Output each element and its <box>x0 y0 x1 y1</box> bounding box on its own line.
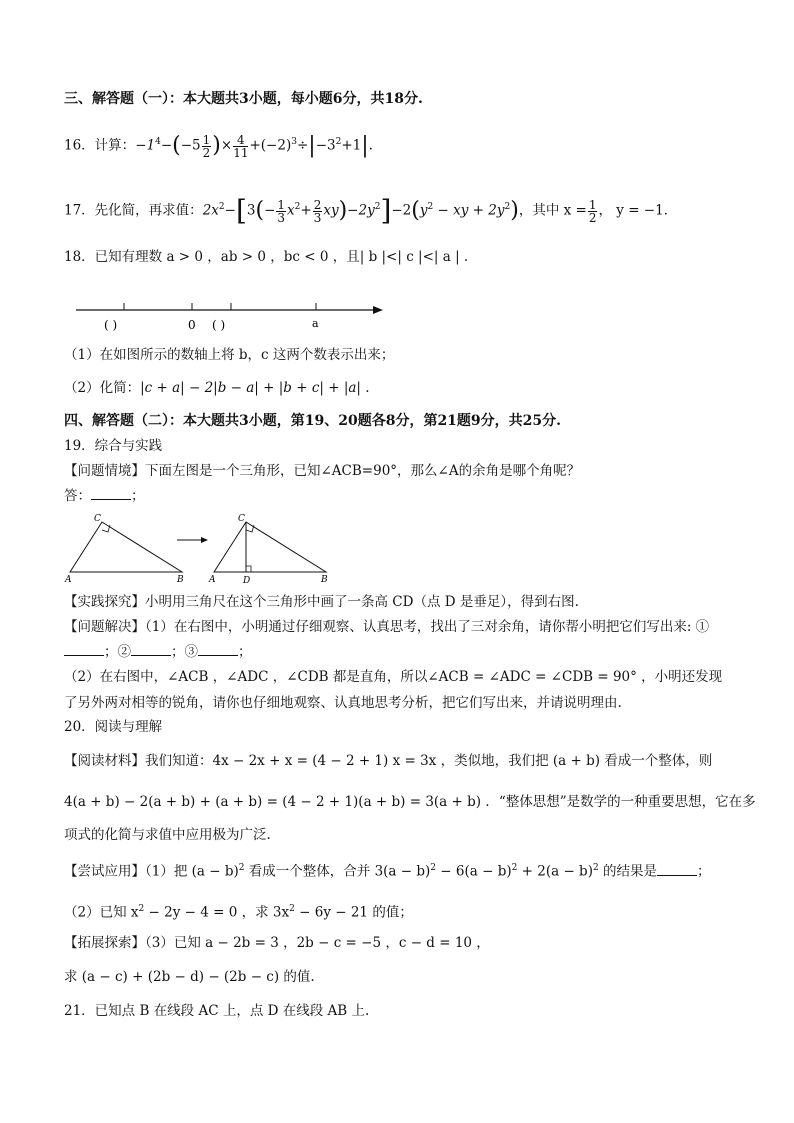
answer-blank[interactable] <box>91 487 131 500</box>
blank-3[interactable] <box>198 643 238 656</box>
a-label: a <box>312 317 319 330</box>
question-20-read-1: 【阅读材料】我们知道：4x − 2x + x = (4 − 2 + 1) x = 3x ，类似地，我们把 (a + b) 看成一个整体，则 <box>64 753 713 769</box>
zero-label: 0 <box>188 318 196 332</box>
question-19-answer: 答： ； <box>64 488 145 504</box>
left-triangle <box>70 522 182 572</box>
blank-paren-1: ( ) <box>104 318 118 332</box>
question-20-try-2: （2）已知 $x^2 - 2y - 4 = 0$ ，求 $3x^2 - 6y - 21$ 的值； <box>64 904 413 921</box>
left-label-c: C <box>94 514 101 524</box>
question-20-read-2: 4(a + b) − 2(a + b) + (a + b) = (4 − 2 + 1)(a + b) = 3(a + b) ．“整体思想”是数学的一种重要思想，它在多 <box>64 794 756 810</box>
left-label-b: B <box>177 575 184 585</box>
left-label-a: A <box>65 575 72 585</box>
question-19-solve-2a: （2）在右图中，∠ACB ，∠ADC ，∠CDB 都是直角，所以∠ACB = ∠ADC = ∠CDB = 90° ，小明还发现 <box>64 669 723 685</box>
try-1-blank[interactable] <box>657 863 697 876</box>
question-16: 16．计算：$-1^4-(-5$ $\frac{1}{2}$ )× $\frac{4}{11}$ $+(-2)^3\div|-3^2+1|$. <box>64 132 373 160</box>
question-19-solve-1-blanks: ；② ；③ ； <box>64 643 252 661</box>
right-label-d: D <box>243 576 251 586</box>
question-18: 18．已知有理数 a > 0 ，ab > 0 ，bc < 0 ，且| b |<| c |<| a | . <box>64 249 469 265</box>
question-21: 21．已知点 B 在线段 AC 上，点 D 在线段 AB 上. <box>64 1003 370 1019</box>
question-19-title: 19．综合与实践 <box>64 438 163 454</box>
question-19-explore: 【实践探究】小明用三角尺在这个三角形中画了一条高 CD（点 D 是垂足），得到右图. <box>64 594 579 610</box>
number-line <box>70 296 390 336</box>
question-20-try-1: 【尝试应用】（1）把 $(a - b)^2$ 看成一个整体，合并 $3(a - b)^2 - 6(a - b)^2 + 2(a - b)^2$ 的结果是 ； <box>64 863 711 880</box>
blank-2[interactable] <box>131 643 171 656</box>
section-4-heading: 四、解答题（二）：本大题共3小题，第19、20题各8分，第21题9分，共25分. <box>64 413 562 429</box>
question-20-read-3: 项式的化简与求值中应用极为广泛. <box>64 827 271 843</box>
right-label-c: C <box>238 514 245 524</box>
question-20-extend-1: 【拓展探索】（3）已知 a − 2b = 3 ，2b − c = −5 ，c − d = 10 ， <box>64 935 490 951</box>
right-label-b: B <box>321 575 328 585</box>
transform-arrow-head <box>201 537 208 543</box>
question-19-situation: 【问题情境】下面左图是一个三角形，已知∠ACB=90°，那么∠A的余角是哪个角呢？ <box>64 463 581 479</box>
question-20-extend-2: 求 (a − c) + (2b − d) − (2b − c) 的值. <box>64 969 315 985</box>
blank-paren-2: ( ) <box>212 318 226 332</box>
question-20-title: 20．阅读与理解 <box>64 719 163 735</box>
question-18-part-1: （1）在如图所示的数轴上将 b，c 这两个数表示出来； <box>64 347 395 363</box>
question-17: 17．先化简，再求值：$2x^2-[3(-$ $\frac{1}{3}$ $x^2+$ $\frac{2}{3}$ $xy)-2y^2]-2(y^2$ − xy + $2y^2$)，其中 x = $\frac{1}{2}$ ， y = −1． <box>64 194 678 227</box>
question-18-part-2: （2）化简：|c + a| − 2|b − a| + |b + c| + |a| . <box>64 380 370 396</box>
question-19-solve-1: 【问题解决】（1）在右图中，小明通过仔细观察、认真思考，找出了三对余角，请你帮小明把它们写出来: ① <box>64 619 710 635</box>
section-3-heading: 三、解答题（一）：本大题共3小题，每小题6分，共18分. <box>64 91 423 107</box>
right-triangle <box>214 522 326 572</box>
foot-right-angle-mark <box>246 566 251 572</box>
triangle-figures <box>62 510 352 588</box>
right-label-a: A <box>209 575 216 585</box>
number-line-arrow <box>373 306 383 314</box>
question-19-solve-2b: 了另外两对相等的锐角，请你也仔细地观察、认真地思考分析，把它们写出来，并请说明理由. <box>64 695 622 711</box>
blank-1[interactable] <box>64 643 104 656</box>
